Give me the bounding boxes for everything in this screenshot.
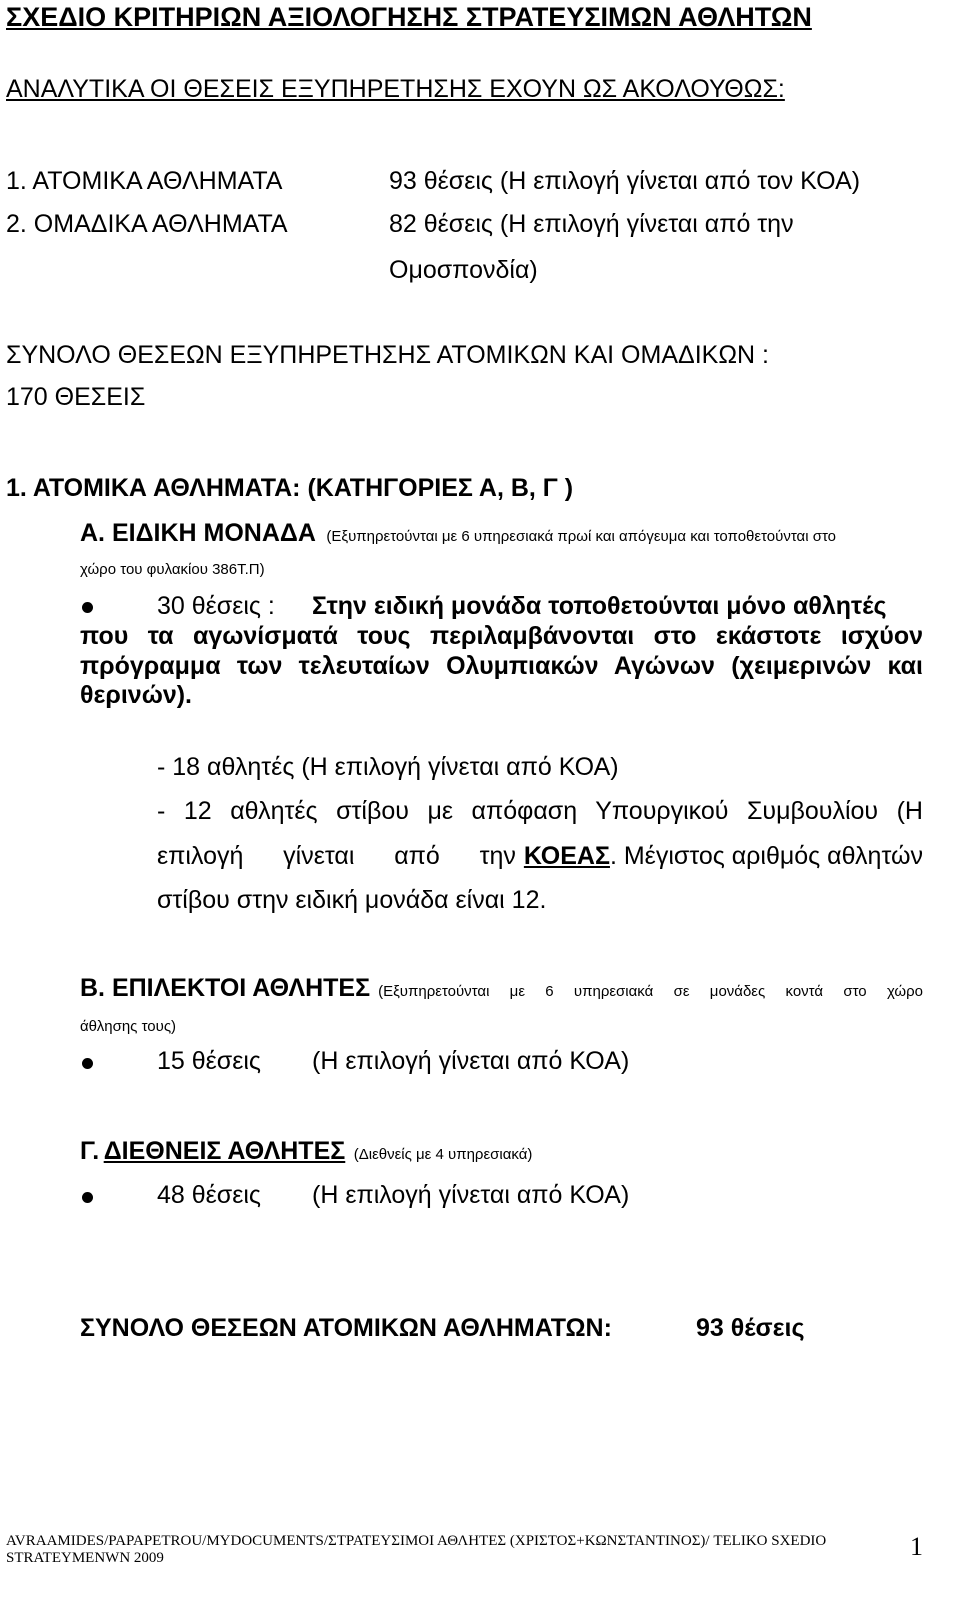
unit-a-bullet-text-1: Στην ειδική μονάδα τοποθετούνται μόνο αθλητές bbox=[312, 592, 887, 620]
koeas-link: ΚΟΕΑΣ bbox=[523, 842, 610, 870]
unit-b-heading: Β. ΕΠΙΛΕΚΤΟΙ ΑΘΛΗΤΕΣ bbox=[80, 974, 371, 1002]
unit-a-note-cont: χώρο του φυλακίου 386Τ.Π) bbox=[80, 561, 265, 578]
category-individual-label: 1. ΑΤΟΜΙΚΑ ΑΘΛΗΜΑΤΑ bbox=[6, 167, 283, 195]
unit-a-bullet-text-4: θερινών). bbox=[80, 681, 192, 709]
unit-b-bullet-text: (Η επιλογή γίνεται από ΚΟΑ) bbox=[312, 1047, 630, 1075]
unit-a-bullet-count: 30 θέσεις : bbox=[157, 592, 275, 620]
section-individual-heading: 1. ΑΤΟΜΙΚΑ ΑΘΛΗΜΑΤΑ: (ΚΑΤΗΓΟΡΙΕΣ Α, Β, Γ ) bbox=[6, 474, 574, 502]
category-team-label: 2. ΟΜΑΔΙΚΑ ΑΘΛΗΜΑΤΑ bbox=[6, 210, 288, 238]
unit-a-sub2-line3: στίβου στην ειδική μονάδα είναι 12. bbox=[157, 886, 547, 914]
unit-b-bullet-count: 15 θέσεις bbox=[157, 1047, 261, 1075]
footer-path-line2: STRATEYMENWN 2009 bbox=[6, 1550, 164, 1566]
total-positions-line2: 170 ΘΕΣΕΙΣ bbox=[6, 383, 146, 411]
subtitle: ΑΝΑΛΥΤΙΚΑ ΟΙ ΘΕΣΕΙΣ ΕΞΥΠΗΡΕΤΗΣΗΣ ΕΧΟΥΝ ΩΣ ΑΚΟΛΟΥΘΩΣ: bbox=[6, 75, 785, 103]
unit-c-heading-row bbox=[80, 1137, 532, 1166]
unit-a-bullet-text-3: πρόγραμμα των τελευταίων Ολυμπιακών Αγώνων (χειμερινών και bbox=[80, 652, 923, 680]
summary-value: 93 θέσεις bbox=[696, 1314, 805, 1342]
category-individual-positions: 93 θέσεις (Η επιλογή γίνεται από τον ΚΟΑ) bbox=[389, 167, 861, 195]
unit-b-heading-row bbox=[80, 974, 923, 1003]
unit-a-sub2-line2 bbox=[157, 842, 923, 871]
page-title: ΣΧΕΔΙΟ ΚΡΙΤΗΡΙΩΝ ΑΞΙΟΛΟΓΗΣΗΣ ΣΤΡΑΤΕΥΣΙΜΩΝ ΑΘΛΗΤΩΝ bbox=[6, 2, 812, 32]
unit-a-note: (Εξυπηρετούνται με 6 υπηρεσιακά πρωί και απόγευμα και τοποθετούνται στο bbox=[326, 528, 837, 545]
unit-a-sub2-line1: - 12 αθλητές στίβου με απόφαση Υπουργικού Συμβουλίου (Η bbox=[157, 797, 923, 825]
category-team-positions: 82 θέσεις (Η επιλογή γίνεται από την bbox=[389, 210, 794, 238]
unit-a-sub2-pre: επιλογή γίνεται από την bbox=[157, 842, 516, 870]
unit-b-note-cont: άθλησης τους) bbox=[80, 1018, 177, 1035]
unit-b-note: (Εξυπηρετούνται με 6 υπηρεσιακά σε μονάδες κοντά στο χώρο bbox=[378, 983, 923, 1000]
unit-a-bullet-text-2: που τα αγωνίσματά τους περιλαμβάνονται στο εκάστοτε ισχύον bbox=[80, 622, 923, 650]
bullet-icon bbox=[82, 1058, 93, 1069]
unit-a-sub2-post: . Μέγιστος αριθμός αθλητών bbox=[609, 842, 923, 870]
bullet-icon bbox=[82, 1192, 93, 1203]
bullet-icon bbox=[82, 602, 93, 613]
unit-a-heading: Α. ΕΙΔΙΚΗ ΜΟΝΑΔΑ bbox=[80, 519, 316, 547]
unit-c-bullet-count: 48 θέσεις bbox=[157, 1181, 261, 1209]
unit-c-heading-prefix: Γ. bbox=[80, 1137, 100, 1165]
unit-c-bullet-text: (Η επιλογή γίνεται από ΚΟΑ) bbox=[312, 1181, 630, 1209]
footer-path-line1: AVRAAMIDES/PAPAPETROU/MYDOCUMENTS/ΣΤΡΑΤΕΥΣΙΜΟΙ ΑΘΛΗΤΕΣ (ΧΡΙΣΤΟΣ+ΚΩΝΣΤΑΝΤΙΝΟΣ)/ TELIKO SXEDIO bbox=[6, 1533, 827, 1549]
page-number: 1 bbox=[910, 1532, 923, 1561]
unit-c-note: (Διεθνείς με 4 υπηρεσιακά) bbox=[353, 1146, 533, 1163]
total-positions-line1: ΣΥΝΟΛΟ ΘΕΣΕΩΝ ΕΞΥΠΗΡΕΤΗΣΗΣ ΑΤΟΜΙΚΩΝ ΚΑΙ ΟΜΑΔΙΚΩΝ : bbox=[6, 341, 769, 369]
category-team-positions-cont: Ομοσπονδία) bbox=[389, 256, 538, 284]
unit-a-sub1: - 18 αθλητές (Η επιλογή γίνεται από ΚΟΑ) bbox=[157, 753, 619, 781]
unit-c-heading: ΔΙΕΘΝΕΙΣ ΑΘΛΗΤΕΣ bbox=[103, 1137, 346, 1165]
unit-a-heading-row bbox=[80, 519, 836, 548]
summary-label: ΣΥΝΟΛΟ ΘΕΣΕΩΝ ΑΤΟΜΙΚΩΝ ΑΘΛΗΜΑΤΩΝ: bbox=[80, 1314, 612, 1342]
